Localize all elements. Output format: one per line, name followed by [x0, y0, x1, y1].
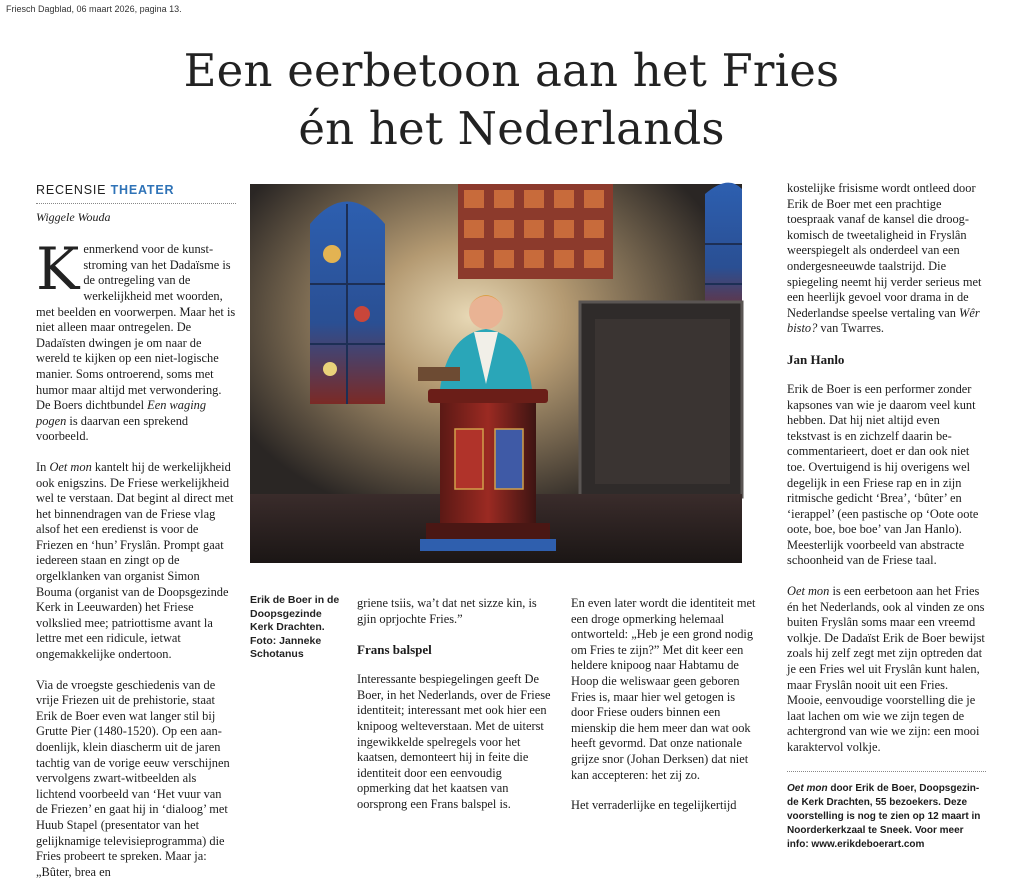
paragraph: griene tsiis, wa’t dat net sizze kin, is gjin oprjochte Fries.”	[357, 596, 537, 626]
subheading-frans-balspel: Frans balspel	[357, 642, 432, 658]
drop-cap: K	[36, 235, 80, 304]
headline-line-1: Een eerbetoon aan het Fries	[183, 44, 840, 97]
projection-screen-icon	[580, 302, 742, 497]
paragraph: Via de vroegste geschiedenis van de vrije Friezen uit de prehistorie, staat Erik de Boer even wat langer stil bij Grutte Pier (1480-1520). Op een aandoenlijk, klein diascherm uit de jaren tachtig van de vorige eeuw verschijnen vervolgens zwart-witbeelden als lichtend voorbeeld van ‘Het vuur van de Friezen’ en gaat hij in ‘dialoog’ met Huub Stapel (presentator van het gelijknamige televisieprogramma) die Fries probeert te spreken. Maar ja: „Bûter, brea en	[36, 677, 230, 879]
photo-credit: Foto: Janneke Schotanus	[250, 634, 322, 660]
paragraph: In Oet mon kantelt hij de werkelijkheid ook enigszins. De Friese werkelijkheid wel te verstaan. Dat begint al direct met het binnendragen van de Friese vlag alsof het een eredienst is voor de Friezen en ‘hun’ Fryslân. Prompt gaat iedereen staan en zingt op de orgelklanken van organist Simon Bouma (organist van de Doopsgezinde Kerk in Leeuwarden) het Friese volkslied mee; patriottisme avant la lettre met een ridicule, ietwat ongemakkelijke ondertoon.	[36, 459, 234, 662]
kicker-section: RECENSIE	[36, 183, 107, 197]
paragraph: kostelijke frisisme wordt ontleed door Erik de Boer met een prachtige toespraak vanaf de kansel die droogkomisch de tweetaligheid in Fryslân weerspiegelt als onderdeel van een ondergesneeuwde taalstrijd. Die spiegeling neemt hij verder serieus met een heerlijk gevoel voor drama in de Nederlandse speelse vertaling van Wêr bisto? van Twarres.	[787, 181, 982, 336]
photo-caption	[250, 594, 345, 662]
church-stage-illustration	[250, 184, 742, 563]
pulpit-icon	[420, 389, 556, 551]
stained-glass-left-icon	[310, 202, 385, 405]
kicker-category: THEATER	[110, 183, 175, 197]
performance-info-box: Oet mon door Erik de Boer, Doopsgezinde Kerk Drachten, 55 bezoekers. Deze voorstelling is nog te zien op 12 maart in Noorderkerkzaal te Sneek. Voor meer info: www.erikdeboerart.com	[787, 771, 986, 852]
performance-photo	[250, 184, 742, 563]
article-column-1	[36, 183, 236, 880]
subheading-jan-hanlo: Jan Hanlo	[787, 351, 845, 367]
source-line: Friesch Dagblad, 06 maart 2026, pagina 13.	[6, 4, 182, 14]
article-column-4	[787, 181, 986, 852]
article-column-2	[357, 596, 555, 813]
paragraph: Oet mon is een eerbetoon aan het Fries én het Nederlands, ook al vinden ze ons buiten Fryslân soms maar een vreemd volkje. De Dadaïst Erik de Boer bewijst zoals hij zelf zegt met zijn optreden dat je een Fries wel uit Fryslân kunt halen, maar Fryslân nooit uit een Fries. Mooie, eenvoudige voorstelling die je laat lachen om wie we zijn tegen de achtergrond van wie we zijn: een mooi karaktervol volkje.	[787, 584, 985, 754]
byline: Wiggele Wouda	[36, 209, 111, 224]
section-kicker	[36, 183, 236, 204]
paragraph: Erik de Boer is een performer zonder kapsones van wie je daarom veel kunt hebben. Dat hij niet altijd even tekstvast is en zichzelf daarin becommentarieert, doet er dan ook niet toe. Overtuigend is hij overigens wel degelijk in een Friese rap en in zijn ritmische gedicht ‘Brea’, ‘bûter’ en ‘ierappel’ (een pastische op ‘Oote oote oote, boe, boe boe’ van Jan Hanlo). Meesterlijk voorbeeld van abstracte schoonheid van de Friese taal.	[787, 381, 979, 568]
headline	[0, 42, 1023, 158]
paragraph: Het verraderlijke en tegelijkertijd	[571, 798, 737, 813]
article-column-3	[571, 596, 757, 814]
caption-text: Erik de Boer in de Doopsgezinde Kerk Drachten.	[250, 594, 340, 633]
headline-line-2: én het Nederlands	[298, 102, 725, 155]
paragraph: Interessante bespiegelingen geeft De Boer, in het Nederlands, over de Friese identiteit; interessant met ook hier een knipoog welteverstaan. Met de uiterst ingewikkelde spelregels voor het kaatsen, demonteert hij in feite die identiteit door een eenvoudig opmerking dat het kaatsen van oorsprong een Frans balspel is.	[357, 672, 551, 811]
paragraph: En even later wordt die identiteit met een droge opmerking helemaal ontworteld: „Heb je een grond nodig om Fries te zijn?” Met dit keer een heldere knipoog naar Habtamu de Hoop die weliswaar geen geboren Fries is, maar hier wel getogen is door Friese ouders binnen een mienskip die hem meer dan wat ook heeft gevormd. Dat onze nationale grijze snor (Johan Derksen) dat niet kan accepteren: het zij zo.	[571, 596, 756, 782]
paragraph-intro: Kenmerkend voor de kunststroming van het Dadaïsme is de ontregeling van de werkelijkheid met woorden, met beelden en voorwerpen. Maar het is niet alleen maar ontregelen. De Dadaïsten dwingen je om naar de wereld te kijken op een niet-logische manier. Soms ontroerend, soms met humor maar altijd met verwondering. De Boers dichtbundel Een waging pogen is daarvan een sprekend voorbeeld.	[36, 235, 236, 444]
wall-quilt-icon	[458, 184, 613, 279]
